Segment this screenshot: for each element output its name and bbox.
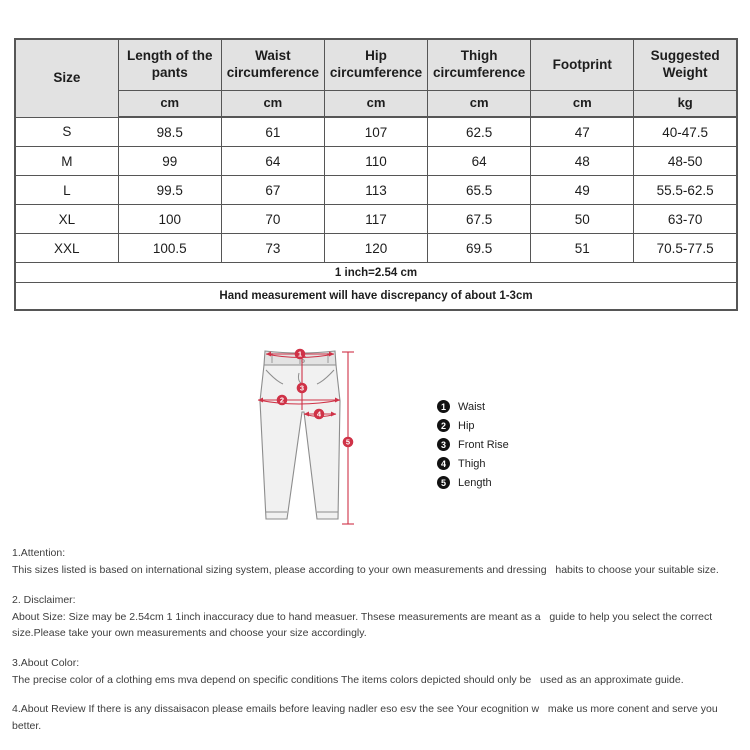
column-header: Size bbox=[15, 39, 118, 117]
measurement-value: 55.5-62.5 bbox=[634, 176, 737, 205]
measurement-diagram bbox=[0, 340, 750, 555]
measurement-value: 40-47.5 bbox=[634, 117, 737, 147]
legend-label: Waist bbox=[458, 400, 486, 413]
measurement-value: 120 bbox=[324, 234, 427, 263]
badge-1-num: 1 bbox=[297, 349, 303, 359]
legend-item bbox=[437, 419, 509, 432]
badge-4-num: 4 bbox=[316, 409, 322, 419]
note-body: This sizes listed is based on international sizing system, please according to your own measurements and dressing habits to choose your suitable size. bbox=[12, 564, 719, 576]
size-row bbox=[15, 205, 737, 234]
legend-label: Length bbox=[458, 476, 492, 489]
measurement-value: 64 bbox=[428, 147, 531, 176]
measurement-value: 63-70 bbox=[634, 205, 737, 234]
measurement-legend bbox=[437, 400, 509, 495]
note-body: About Size: Size may be 2.54cm 1 1inch inaccuracy due to hand measuer. Thsese measurements are meant as a guide to help you select the correct size.Please take your own measurements and choose your size accordingly. bbox=[12, 610, 716, 639]
column-header: Waist circumference bbox=[221, 39, 324, 91]
number-badge-icon: 5 bbox=[437, 476, 450, 489]
conversion-note-row bbox=[15, 263, 737, 283]
column-unit: cm bbox=[531, 91, 634, 118]
measurement-value: 70.5-77.5 bbox=[634, 234, 737, 263]
measurement-value: 64 bbox=[221, 147, 324, 176]
note-body: 4.About Review If there is any dissaisacon please emails before leaving nadler eso esv the see Your ecognition w make us more conent and serve you better. bbox=[12, 703, 721, 732]
measurement-value: 67.5 bbox=[428, 205, 531, 234]
measurement-value: 48 bbox=[531, 147, 634, 176]
measurement-value: 69.5 bbox=[428, 234, 531, 263]
column-header: Footprint bbox=[531, 39, 634, 91]
size-label: L bbox=[15, 176, 118, 205]
pants-illustration-icon bbox=[256, 348, 368, 530]
number-badge-icon: 2 bbox=[437, 419, 450, 432]
column-header: Hip circumference bbox=[324, 39, 427, 91]
measurement-value: 70 bbox=[221, 205, 324, 234]
legend-item bbox=[437, 457, 509, 470]
measurement-value: 48-50 bbox=[634, 147, 737, 176]
legend-label: Hip bbox=[458, 419, 475, 432]
size-label: S bbox=[15, 117, 118, 147]
column-header: Length of the pants bbox=[118, 39, 221, 91]
measurement-value: 100.5 bbox=[118, 234, 221, 263]
badge-3-num: 3 bbox=[299, 383, 305, 393]
column-header: Suggested Weight bbox=[634, 39, 737, 91]
legend-label: Front Rise bbox=[458, 438, 509, 451]
note-section bbox=[12, 655, 744, 689]
header-row bbox=[15, 39, 737, 91]
measurement-value: 51 bbox=[531, 234, 634, 263]
size-row bbox=[15, 176, 737, 205]
badge-5-num: 5 bbox=[345, 437, 351, 447]
discrepancy-note-row bbox=[15, 283, 737, 311]
size-label: XL bbox=[15, 205, 118, 234]
measurement-value: 67 bbox=[221, 176, 324, 205]
table-body bbox=[15, 117, 737, 263]
column-unit: cm bbox=[324, 91, 427, 118]
column-header: Thigh circumference bbox=[428, 39, 531, 91]
measurement-value: 117 bbox=[324, 205, 427, 234]
notes-section bbox=[12, 545, 744, 747]
legend-item bbox=[437, 476, 509, 489]
size-row bbox=[15, 147, 737, 176]
table-header bbox=[15, 39, 737, 117]
column-unit: cm bbox=[221, 91, 324, 118]
unit-row bbox=[15, 91, 737, 118]
measurement-value: 73 bbox=[221, 234, 324, 263]
badge-2-num: 2 bbox=[279, 395, 285, 405]
measurement-value: 49 bbox=[531, 176, 634, 205]
table-footer bbox=[15, 263, 737, 311]
measurement-value: 61 bbox=[221, 117, 324, 147]
note-section bbox=[12, 701, 744, 734]
measurement-value: 47 bbox=[531, 117, 634, 147]
number-badge-icon: 4 bbox=[437, 457, 450, 470]
note-heading: 3.About Color: bbox=[12, 656, 80, 669]
discrepancy-note: Hand measurement will have discrepancy of about 1-3cm bbox=[15, 283, 737, 311]
measurement-value: 50 bbox=[531, 205, 634, 234]
measurement-value: 100 bbox=[118, 205, 221, 234]
conversion-note: 1 inch=2.54 cm bbox=[15, 263, 737, 283]
size-label: XXL bbox=[15, 234, 118, 263]
column-unit: cm bbox=[118, 91, 221, 118]
legend-label: Thigh bbox=[458, 457, 486, 470]
column-unit: kg bbox=[634, 91, 737, 118]
note-body: The precise color of a clothing ems mva depend on specific conditions The items colors depicted should only be used as an approximate guide. bbox=[12, 673, 684, 686]
measurement-value: 65.5 bbox=[428, 176, 531, 205]
measurement-value: 99.5 bbox=[118, 176, 221, 205]
measurement-value: 113 bbox=[324, 176, 427, 205]
measurement-value: 110 bbox=[324, 147, 427, 176]
legend-item bbox=[437, 400, 509, 413]
column-unit: cm bbox=[428, 91, 531, 118]
legend-item bbox=[437, 438, 509, 451]
note-section bbox=[12, 592, 744, 642]
size-row bbox=[15, 234, 737, 263]
note-heading: 1.Attention: bbox=[12, 547, 66, 559]
size-row bbox=[15, 117, 737, 147]
note-section bbox=[12, 545, 744, 579]
size-chart-table bbox=[14, 38, 738, 311]
number-badge-icon: 1 bbox=[437, 400, 450, 413]
measurement-value: 99 bbox=[118, 147, 221, 176]
measurement-value: 107 bbox=[324, 117, 427, 147]
measurement-value: 98.5 bbox=[118, 117, 221, 147]
measurement-value: 62.5 bbox=[428, 117, 531, 147]
size-label: M bbox=[15, 147, 118, 176]
number-badge-icon: 3 bbox=[437, 438, 450, 451]
note-heading: 2. Disclaimer: bbox=[12, 593, 76, 606]
